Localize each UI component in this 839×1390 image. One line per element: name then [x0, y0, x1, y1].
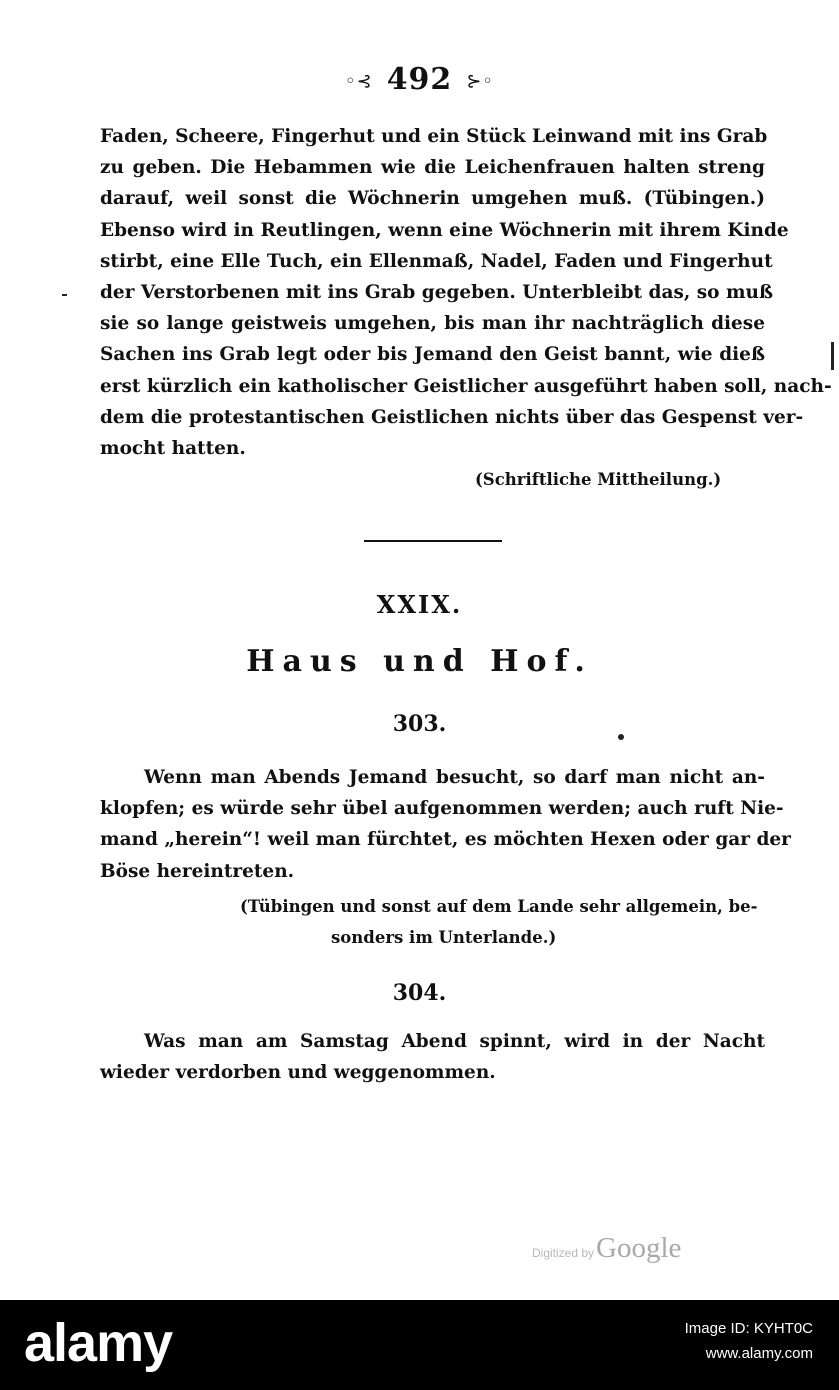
text-line: dem die protestantischen Geistlichen nichts über das Gespenst ver-	[100, 406, 804, 428]
text-line: wieder verdorben und weggenommen.	[100, 1062, 496, 1084]
text-line: sie so lange geistweis umgehen, bis man ihr nachträglich diese	[100, 313, 765, 335]
footer-info	[685, 1316, 813, 1366]
ornament-left-icon: ◦⊰	[344, 70, 373, 92]
text-line: mocht hatten.	[100, 438, 246, 460]
digitized-by-google-watermark	[532, 1232, 681, 1265]
text-line: Faden, Scheere, Fingerhut und ein Stück Leinwand mit ins Grab	[100, 126, 768, 147]
entry-304-text	[100, 1026, 765, 1088]
entry-number-304: 304.	[392, 980, 447, 1006]
ornament-right-icon: ⊱◦	[466, 70, 495, 92]
entry-number-303: 303.	[392, 711, 447, 737]
entry-303-text	[100, 762, 791, 887]
page-margin-mark	[831, 342, 834, 370]
text-line: erst kürzlich ein katholischer Geistlicher ausgeführt haben soll, nach-	[100, 375, 832, 397]
paragraph-continued	[100, 121, 832, 464]
text-line: mand „herein“! weil man fürchtet, es möchten Hexen oder gar der	[100, 829, 791, 851]
text-line: zu geben. Die Hebammen wie die Leichenfrauen halten streng	[100, 157, 765, 179]
alamy-footer-bar	[0, 1300, 839, 1390]
ink-speck	[618, 734, 624, 740]
page-header	[0, 62, 839, 97]
text-line: Wenn man Abends Jemand besucht, so darf man nicht an-	[144, 767, 765, 788]
text-line: klopfen; es würde sehr übel aufgenommen werden; auch ruft Nie-	[100, 798, 784, 820]
page-number: 492	[386, 62, 453, 97]
text-line: Ebenso wird in Reutlingen, wenn eine Wöchnerin mit ihrem Kinde	[100, 219, 789, 241]
chapter-number: XXIX.	[376, 590, 463, 619]
ink-speck	[62, 294, 67, 296]
text-line: darauf, weil sonst die Wöchnerin umgehen muß. (Tübingen.)	[100, 188, 765, 210]
text-line: Sachen ins Grab legt oder bis Jemand den Geist bannt, wie dieß	[100, 344, 765, 366]
chapter-title: Haus und Hof.	[246, 644, 593, 679]
section-divider	[364, 540, 502, 542]
source-citation: (Tübingen und sonst auf dem Lande sehr allgemein, be-	[240, 897, 758, 916]
text-line: Böse hereintreten.	[100, 860, 295, 882]
watermark-prefix: Digitized by	[532, 1246, 595, 1260]
text-line: Was man am Samstag Abend spinnt, wird in der Nacht	[144, 1031, 765, 1052]
google-logo: Google	[596, 1232, 682, 1264]
alamy-logo: alamy	[24, 1313, 173, 1373]
image-id-label: Image ID: KYHT0C	[684, 1320, 813, 1337]
source-citation: sonders im Unterlande.)	[331, 928, 557, 947]
source-citation: (Schriftliche Mittheilung.)	[475, 470, 722, 489]
site-url: www.alamy.com	[705, 1345, 813, 1362]
text-line: stirbt, eine Elle Tuch, ein Ellenmaß, Nadel, Faden und Fingerhut	[100, 250, 773, 272]
text-line: der Verstorbenen mit ins Grab gegeben. Unterbleibt das, so muß	[100, 282, 774, 304]
